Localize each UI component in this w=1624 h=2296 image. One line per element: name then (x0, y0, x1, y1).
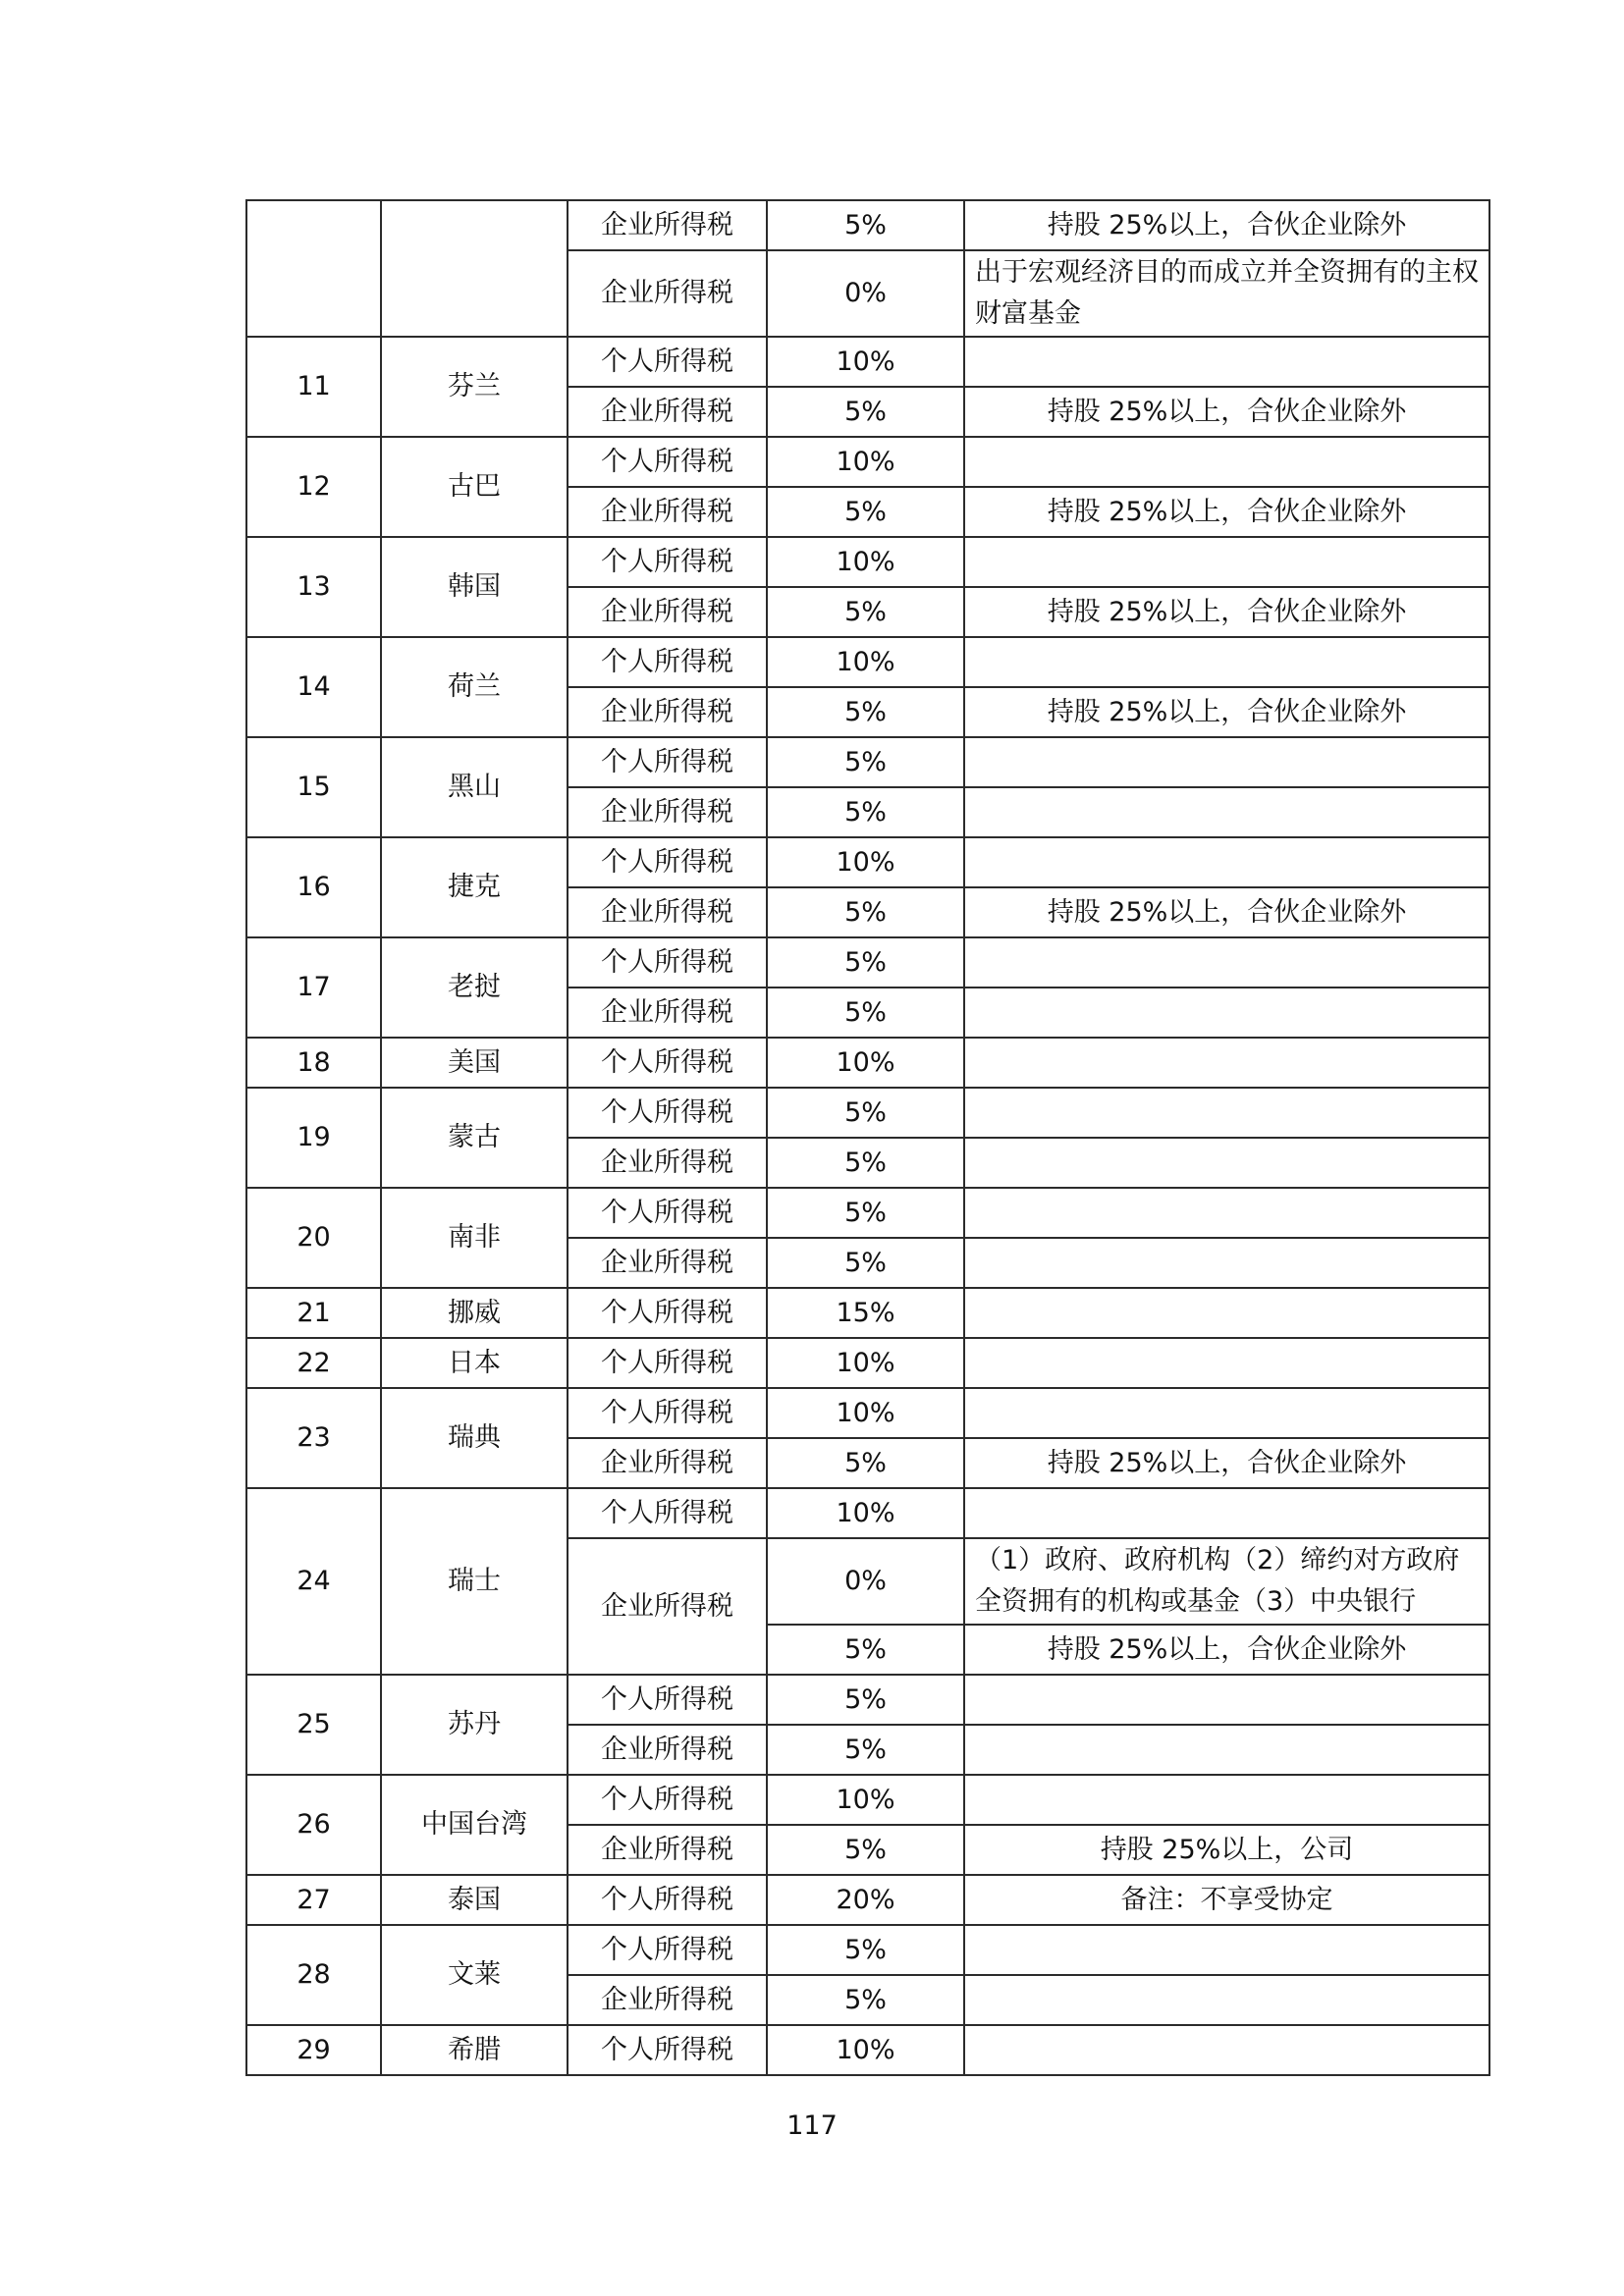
tax-type-cell-text: 个人所得税 (601, 1884, 733, 1915)
tax-type-cell-text: 企业所得税 (601, 278, 733, 308)
tax-type-cell-text: 个人所得税 (601, 946, 733, 978)
tax-type-cell (567, 686, 768, 738)
tax-type-cell-text: 企业所得税 (601, 596, 733, 627)
tax-type-cell-text: 企业所得税 (601, 896, 733, 928)
country-cell-text: 古巴 (448, 471, 501, 502)
country-cell (380, 936, 568, 1039)
rate-cell-text: 10% (836, 2034, 895, 2065)
note-cell (963, 1087, 1490, 1139)
rate-cell-text: 5% (844, 1934, 887, 1965)
rate-cell (766, 1674, 965, 1726)
country-cell (380, 1187, 568, 1289)
rate-cell-text: 5% (844, 1734, 887, 1765)
row-number-cell-text: 14 (297, 671, 331, 702)
note-cell (963, 1187, 1490, 1239)
note-cell (963, 386, 1490, 438)
country-cell (380, 1087, 568, 1189)
rate-cell-text: 10% (836, 1397, 895, 1428)
page-number: 117 (786, 2110, 838, 2141)
row-number-cell-text: 15 (297, 772, 331, 802)
rate-cell-text: 5% (844, 396, 887, 427)
rate-cell (766, 336, 965, 388)
country-cell (380, 1774, 568, 1876)
tax-type-cell (567, 436, 768, 488)
country-cell (380, 2024, 568, 2076)
note-cell-text: 备注：不享受协定 (1120, 1884, 1333, 1915)
rate-cell (766, 736, 965, 788)
rate-cell-text: 5% (844, 1197, 887, 1228)
rate-cell (766, 1187, 965, 1239)
note-cell (963, 2024, 1490, 2076)
rate-cell (766, 1874, 965, 1926)
rate-cell (766, 199, 965, 251)
tax-type-cell (567, 1087, 768, 1139)
country-cell-text: 荷兰 (448, 671, 501, 702)
row-number-cell (245, 2024, 382, 2076)
tax-type-cell-text: 企业所得税 (601, 796, 733, 828)
country-cell (380, 336, 568, 438)
rate-cell (766, 486, 965, 538)
rate-cell (766, 1537, 965, 1626)
country-cell-text: 日本 (448, 1347, 501, 1378)
row-number-cell (245, 1674, 382, 1776)
country-cell (380, 1037, 568, 1089)
country-cell-text: 中国台湾 (421, 1809, 527, 1840)
rate-cell-text: 10% (836, 1784, 895, 1815)
tax-type-cell-text: 企业所得税 (601, 1147, 733, 1178)
tax-type-cell (567, 536, 768, 588)
note-cell-text: 持股 25%以上，合伙企业除外 (1047, 696, 1407, 727)
tax-type-cell (567, 886, 768, 938)
rate-cell-text: 5% (844, 696, 887, 727)
note-cell (963, 486, 1490, 538)
tax-type-cell (567, 1337, 768, 1389)
tax-type-cell (567, 1037, 768, 1089)
tax-type-cell (567, 936, 768, 988)
country-cell (380, 1674, 568, 1776)
country-cell (380, 1487, 568, 1676)
country-cell-text: 希腊 (448, 2034, 501, 2065)
row-number-cell (245, 1037, 382, 1089)
note-cell (963, 1774, 1490, 1826)
tax-type-cell-text: 企业所得税 (601, 696, 733, 727)
tax-type-cell-text: 个人所得税 (601, 1784, 733, 1815)
rate-cell (766, 1287, 965, 1339)
note-cell (963, 536, 1490, 588)
note-cell (963, 586, 1490, 638)
note-cell (963, 786, 1490, 838)
tax-type-cell (567, 1287, 768, 1339)
rate-cell (766, 1387, 965, 1439)
note-cell-text: 持股 25%以上，合伙企业除外 (1047, 209, 1407, 240)
row-number-cell-text: 29 (297, 2034, 331, 2065)
row-number-cell-text: 26 (297, 1809, 331, 1840)
row-number-cell-text: 28 (297, 1959, 331, 1990)
tax-type-cell-text: 企业所得税 (601, 1834, 733, 1865)
tax-type-cell (567, 1387, 768, 1439)
country-cell (380, 1387, 568, 1489)
note-cell-text: 持股 25%以上，合伙企业除外 (1047, 896, 1407, 928)
rate-cell-text: 5% (844, 896, 887, 928)
rate-cell (766, 987, 965, 1039)
note-cell (963, 936, 1490, 988)
rate-cell-text: 5% (844, 1683, 887, 1715)
rate-cell-text: 5% (844, 996, 887, 1028)
tax-type-cell (567, 586, 768, 638)
note-cell-text: 持股 25%以上，公司 (1100, 1834, 1354, 1865)
rate-cell (766, 1137, 965, 1189)
tax-type-cell-text: 个人所得税 (601, 1397, 733, 1428)
note-cell (963, 199, 1490, 251)
rate-cell (766, 386, 965, 438)
rate-cell (766, 2024, 965, 2076)
rate-cell (766, 1774, 965, 1826)
rate-cell-text: 10% (836, 846, 895, 878)
rate-cell-text: 5% (844, 746, 887, 777)
tax-type-cell (567, 1924, 768, 1976)
tax-type-cell (567, 1437, 768, 1489)
note-cell (963, 336, 1490, 388)
tax-type-cell (567, 386, 768, 438)
rate-cell-text: 5% (844, 796, 887, 828)
tax-type-cell (567, 1487, 768, 1539)
row-number-cell (245, 1087, 382, 1189)
tax-type-cell-text: 企业所得税 (601, 1447, 733, 1478)
rate-cell (766, 249, 965, 338)
note-cell (963, 1537, 1490, 1626)
tax-type-cell (567, 486, 768, 538)
tax-type-cell (567, 987, 768, 1039)
country-cell-text: 瑞典 (448, 1422, 501, 1453)
note-cell (963, 1287, 1490, 1339)
tax-type-cell-text: 企业所得税 (601, 1984, 733, 2015)
rate-cell-text: 5% (844, 1247, 887, 1278)
rate-cell-text: 5% (844, 1147, 887, 1178)
rate-cell-text: 10% (836, 1046, 895, 1078)
rate-cell-text: 5% (844, 1447, 887, 1478)
row-number-cell-text: 13 (297, 571, 331, 602)
rate-cell-text: 5% (844, 1984, 887, 2015)
row-number-cell (245, 736, 382, 838)
rate-cell (766, 886, 965, 938)
country-cell (380, 1287, 568, 1339)
note-cell (963, 1387, 1490, 1439)
note-cell-text: 持股 25%以上，合伙企业除外 (1047, 396, 1407, 427)
note-cell (963, 1237, 1490, 1289)
row-number-cell (245, 1187, 382, 1289)
note-cell (963, 1037, 1490, 1089)
country-cell-text: 泰国 (448, 1884, 501, 1915)
note-cell-text: （1）政府、政府机构（2）缔约对方政府全资拥有的机构或基金（3）中央银行 (975, 1545, 1460, 1617)
tax-type-cell-text: 个人所得税 (601, 346, 733, 377)
tax-type-cell (567, 1537, 768, 1676)
country-cell-text: 瑞士 (448, 1566, 501, 1596)
tax-type-cell (567, 1674, 768, 1726)
tax-type-cell (567, 836, 768, 888)
note-cell (963, 1337, 1490, 1389)
row-number-cell-text: 22 (297, 1347, 331, 1378)
country-cell-text: 捷克 (448, 872, 501, 902)
row-number-cell-text: 16 (297, 872, 331, 902)
row-number-cell-text: 21 (297, 1297, 331, 1328)
tax-type-cell (567, 199, 768, 251)
note-cell-text: 持股 25%以上，合伙企业除外 (1047, 496, 1407, 527)
country-cell-text: 文莱 (448, 1959, 501, 1990)
rate-cell-text: 10% (836, 1347, 895, 1378)
tax-type-cell (567, 1137, 768, 1189)
tax-type-cell (567, 336, 768, 388)
country-cell-text: 老挝 (448, 972, 501, 1002)
note-cell (963, 1974, 1490, 2026)
row-number-cell (245, 1387, 382, 1489)
tax-type-cell-text: 企业所得税 (601, 1590, 733, 1622)
rate-cell-text: 5% (844, 1834, 887, 1865)
row-number-cell-text: 24 (297, 1566, 331, 1596)
note-cell (963, 436, 1490, 488)
tax-type-cell-text: 个人所得税 (601, 646, 733, 677)
row-number-cell (245, 1287, 382, 1339)
tax-type-cell (567, 1774, 768, 1826)
country-cell (380, 636, 568, 738)
rate-cell-text: 5% (844, 596, 887, 627)
rate-cell-text: 0% (844, 278, 887, 308)
rate-cell-text: 10% (836, 1497, 895, 1528)
row-number-cell-text: 20 (297, 1222, 331, 1253)
country-cell (380, 536, 568, 638)
country-cell (380, 736, 568, 838)
tax-type-cell (567, 1187, 768, 1239)
note-cell (963, 1874, 1490, 1926)
row-number-cell-text: 25 (297, 1709, 331, 1739)
rate-cell (766, 936, 965, 988)
tax-type-cell-text: 个人所得税 (601, 746, 733, 777)
tax-type-cell (567, 1974, 768, 2026)
note-cell-text: 持股 25%以上，合伙企业除外 (1047, 1633, 1407, 1665)
country-cell-text: 芬兰 (448, 371, 501, 401)
rate-cell (766, 1724, 965, 1776)
rate-cell (766, 1624, 965, 1676)
rate-cell-text: 5% (844, 1096, 887, 1128)
row-number-cell (245, 1487, 382, 1676)
row-number-cell (245, 1924, 382, 2026)
country-cell-text: 美国 (448, 1046, 501, 1078)
rate-cell-text: 0% (844, 1566, 887, 1596)
rate-cell (766, 1037, 965, 1089)
tax-type-cell-text: 企业所得税 (601, 1247, 733, 1278)
note-cell (963, 736, 1490, 788)
tax-type-cell-text: 企业所得税 (601, 996, 733, 1028)
rate-cell-text: 10% (836, 446, 895, 477)
row-number-cell (245, 636, 382, 738)
tax-type-cell-text: 个人所得税 (601, 446, 733, 477)
rate-cell (766, 1924, 965, 1976)
country-cell (380, 1337, 568, 1389)
tax-type-cell (567, 2024, 768, 2076)
rate-cell (766, 1337, 965, 1389)
tax-type-cell-text: 企业所得税 (601, 1734, 733, 1765)
tax-type-cell-text: 个人所得税 (601, 546, 733, 577)
row-number-cell (245, 936, 382, 1039)
rate-cell (766, 636, 965, 688)
rate-cell (766, 1437, 965, 1489)
country-cell (380, 199, 568, 338)
note-cell (963, 1924, 1490, 1976)
row-number-cell-text: 27 (297, 1884, 331, 1915)
rate-cell (766, 1824, 965, 1876)
note-cell (963, 836, 1490, 888)
country-cell (380, 1924, 568, 2026)
row-number-cell-text: 12 (297, 471, 331, 502)
note-cell (963, 1437, 1490, 1489)
tax-type-cell-text: 个人所得税 (601, 1096, 733, 1128)
tax-type-cell (567, 249, 768, 338)
row-number-cell-text: 11 (297, 371, 331, 401)
row-number-cell-text: 19 (297, 1122, 331, 1152)
row-number-cell (245, 1337, 382, 1389)
rate-cell (766, 586, 965, 638)
tax-type-cell-text: 企业所得税 (601, 209, 733, 240)
country-cell (380, 1874, 568, 1926)
rate-cell (766, 1087, 965, 1139)
rate-cell (766, 836, 965, 888)
tax-type-cell (567, 636, 768, 688)
row-number-cell (245, 836, 382, 938)
tax-type-cell (567, 1824, 768, 1876)
row-number-cell (245, 436, 382, 538)
rate-cell (766, 1974, 965, 2026)
note-cell (963, 1674, 1490, 1726)
country-cell-text: 苏丹 (448, 1709, 501, 1739)
tax-type-cell-text: 个人所得税 (601, 1683, 733, 1715)
tax-type-cell-text: 企业所得税 (601, 496, 733, 527)
rate-cell-text: 5% (844, 946, 887, 978)
tax-type-cell-text: 个人所得税 (601, 846, 733, 878)
tax-type-cell (567, 786, 768, 838)
row-number-cell (245, 1874, 382, 1926)
row-number-cell (245, 1774, 382, 1876)
country-cell-text: 蒙古 (448, 1122, 501, 1152)
row-number-cell (245, 536, 382, 638)
rate-cell (766, 686, 965, 738)
country-cell-text: 韩国 (448, 571, 501, 602)
note-cell-text: 持股 25%以上，合伙企业除外 (1047, 596, 1407, 627)
rate-cell-text: 5% (844, 1633, 887, 1665)
tax-type-cell (567, 1724, 768, 1776)
note-cell (963, 1724, 1490, 1776)
row-number-cell-text: 18 (297, 1046, 331, 1078)
note-cell (963, 1137, 1490, 1189)
tax-type-cell (567, 736, 768, 788)
rate-cell-text: 10% (836, 546, 895, 577)
tax-type-cell (567, 1237, 768, 1289)
row-number-cell-text: 17 (297, 972, 331, 1002)
tax-type-cell-text: 个人所得税 (601, 2034, 733, 2065)
country-cell-text: 黑山 (448, 772, 501, 802)
note-cell (963, 686, 1490, 738)
rate-cell (766, 1487, 965, 1539)
rate-cell (766, 1237, 965, 1289)
country-cell (380, 436, 568, 538)
rate-cell-text: 15% (836, 1297, 895, 1328)
tax-type-cell-text: 个人所得税 (601, 1297, 733, 1328)
rate-cell-text: 5% (844, 496, 887, 527)
note-cell (963, 249, 1490, 338)
tax-type-cell-text: 个人所得税 (601, 1347, 733, 1378)
note-cell-text: 持股 25%以上，合伙企业除外 (1047, 1447, 1407, 1478)
note-cell (963, 1824, 1490, 1876)
country-cell (380, 836, 568, 938)
rate-cell (766, 436, 965, 488)
tax-type-cell-text: 个人所得税 (601, 1497, 733, 1528)
rate-cell-text: 10% (836, 346, 895, 377)
note-cell (963, 1487, 1490, 1539)
row-number-cell-text: 23 (297, 1422, 331, 1453)
rate-cell-text: 10% (836, 646, 895, 677)
rate-cell (766, 536, 965, 588)
tax-type-cell-text: 个人所得税 (601, 1934, 733, 1965)
rate-cell-text: 5% (844, 209, 887, 240)
rate-cell (766, 786, 965, 838)
row-number-cell (245, 336, 382, 438)
note-cell (963, 1624, 1490, 1676)
tax-type-cell-text: 个人所得税 (601, 1046, 733, 1078)
note-cell-text: 出于宏观经济目的而成立并全资拥有的主权财富基金 (975, 257, 1479, 329)
note-cell (963, 886, 1490, 938)
country-cell-text: 挪威 (448, 1297, 501, 1328)
row-number-cell (245, 199, 382, 338)
tax-type-cell-text: 企业所得税 (601, 396, 733, 427)
tax-type-cell (567, 1874, 768, 1926)
country-cell-text: 南非 (448, 1222, 501, 1253)
tax-type-cell-text: 个人所得税 (601, 1197, 733, 1228)
note-cell (963, 987, 1490, 1039)
note-cell (963, 636, 1490, 688)
rate-cell-text: 20% (836, 1884, 895, 1915)
